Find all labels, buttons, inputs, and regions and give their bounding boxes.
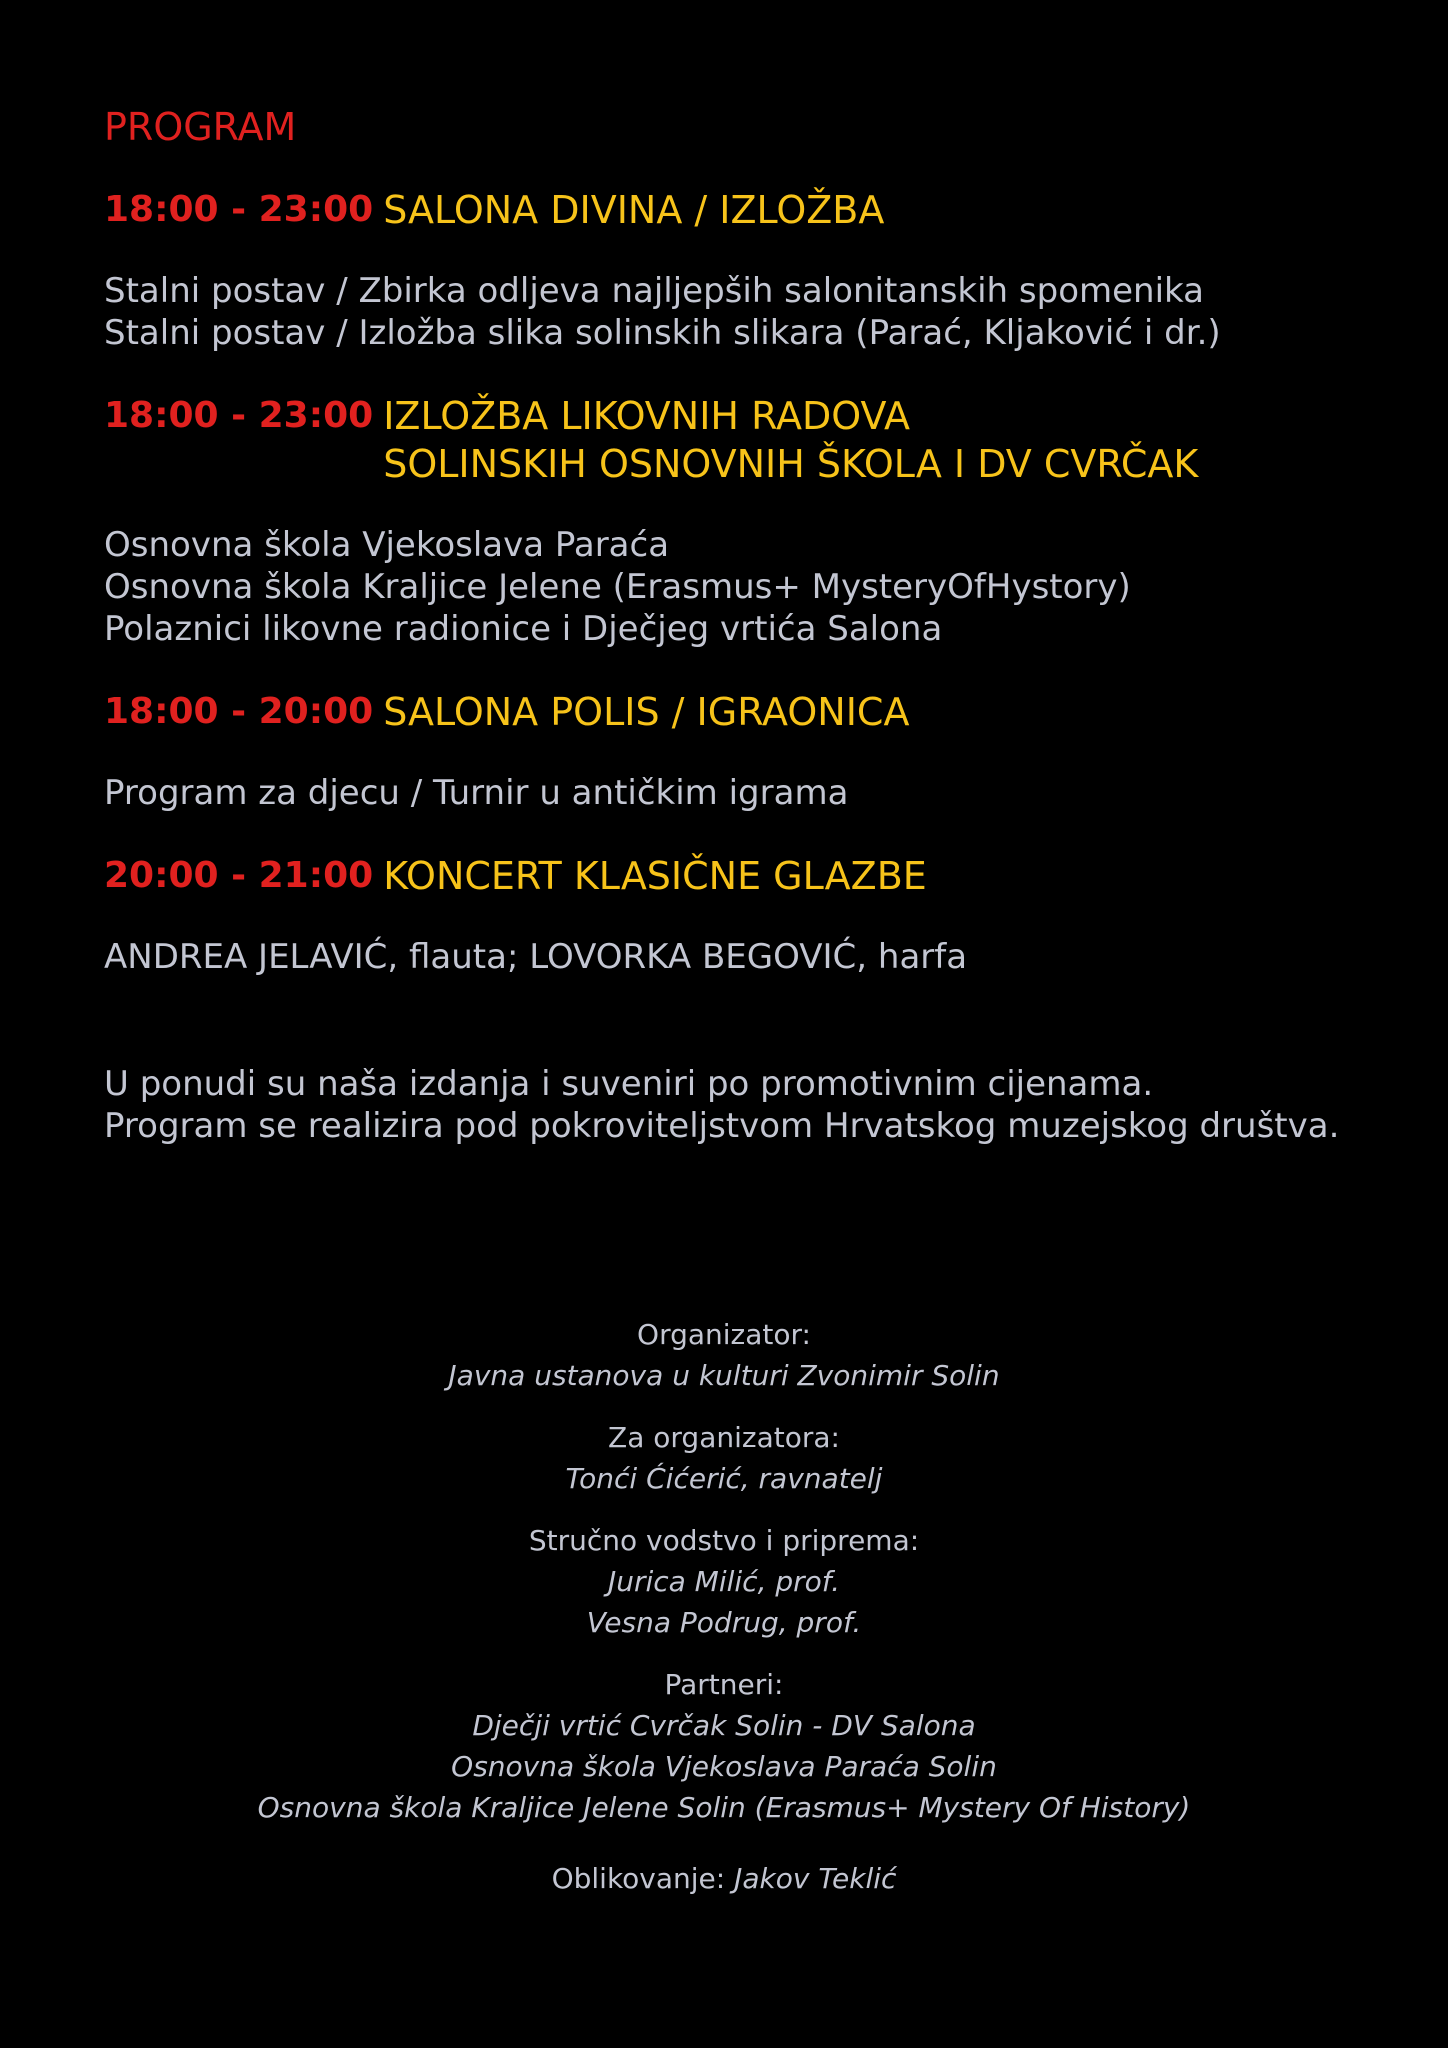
- schedule-item-header: [104, 688, 1364, 736]
- note-line: Program se realizira pod pokroviteljstvom Hrvatskog muzejskog društva.: [104, 1106, 1340, 1146]
- schedule-detail-line: ANDREA JELAVIĆ, flauta; LOVORKA BEGOVIĆ, harfa: [104, 937, 968, 977]
- schedule-item-salona-polis: [104, 688, 1364, 814]
- schedule-item-header: [104, 392, 1364, 488]
- design-credit-name: Jakov Teklić: [734, 1862, 897, 1895]
- credit-name: Dječji vrtić Cvrčak Solin - DV Salona: [472, 1709, 976, 1742]
- schedule-item-izlozba-likovnih-radova: [104, 392, 1364, 650]
- schedule-time: 18:00 - 23:00: [104, 189, 374, 230]
- schedule-title: [383, 186, 884, 234]
- schedule-title-line: IZLOŽBA LIKOVNIH RADOVA: [383, 394, 911, 438]
- schedule-detail-line: Osnovna škola Vjekoslava Paraća: [104, 525, 670, 565]
- schedule-item-salona-divina: [104, 186, 1364, 354]
- credit-design: [0, 1858, 1448, 1899]
- credit-label: Organizator:: [637, 1318, 811, 1351]
- schedule-details: [104, 936, 1364, 978]
- schedule-time: 18:00 - 20:00: [104, 691, 374, 732]
- footer-notes: [104, 1063, 1339, 1147]
- credit-label: Za organizatora:: [608, 1421, 840, 1454]
- schedule-detail-line: Program za djecu / Turnir u antičkim igrama: [104, 773, 849, 813]
- credit-name: Jurica Milić, prof.: [607, 1565, 841, 1598]
- schedule-time: 18:00 - 23:00: [104, 395, 374, 436]
- schedule-title: [383, 392, 1198, 488]
- schedule-details: [104, 524, 1364, 650]
- schedule-title: [383, 852, 927, 900]
- schedule-title-line: SALONA POLIS / IGRAONICA: [383, 690, 910, 734]
- credit-name: Osnovna škola Vjekoslava Paraća Solin: [451, 1750, 997, 1783]
- credit-name: Tonći Ćićerić, ravnatelj: [565, 1462, 883, 1495]
- design-credit-label: Oblikovanje:: [551, 1862, 726, 1895]
- schedule-title-line: SALONA DIVINA / IZLOŽBA: [383, 188, 885, 232]
- credit-name: Osnovna škola Kraljice Jelene Solin (Erasmus+ Mystery Of History): [257, 1791, 1191, 1824]
- schedule-details: [104, 772, 1364, 814]
- schedule-detail-line: Stalni postav / Zbirka odljeva najljepših salonitanskih spomenika: [104, 271, 1204, 311]
- credit-name: Vesna Podrug, prof.: [586, 1606, 862, 1639]
- credit-label: Stručno vodstvo i priprema:: [528, 1524, 920, 1557]
- credit-label: Partneri:: [664, 1668, 784, 1701]
- schedule-item-koncert: [104, 852, 1364, 978]
- schedule-title-line: KONCERT KLASIČNE GLAZBE: [383, 854, 927, 898]
- credit-for-organizer: [0, 1417, 1448, 1499]
- schedule-item-header: [104, 186, 1364, 234]
- credit-expert-guidance: [0, 1520, 1448, 1643]
- schedule-time: 20:00 - 21:00: [104, 855, 374, 896]
- credits: [0, 1314, 1448, 1899]
- program-heading: PROGRAM: [104, 105, 297, 149]
- credit-name: Javna ustanova u kulturi Zvonimir Solin: [448, 1359, 1000, 1392]
- credit-partners: [0, 1664, 1448, 1828]
- schedule-detail-line: Osnovna škola Kraljice Jelene (Erasmus+ MysteryOfHystory): [104, 567, 1131, 607]
- schedule-title: [383, 688, 909, 736]
- note-line: U ponudi su naša izdanja i suveniri po promotivnim cijenama.: [104, 1064, 1154, 1104]
- schedule-details: [104, 270, 1364, 354]
- schedule-detail-line: Stalni postav / Izložba slika solinskih slikara (Parać, Kljaković i dr.): [104, 313, 1221, 353]
- schedule-title-line: SOLINSKIH OSNOVNIH ŠKOLA I DV CVRČAK: [383, 442, 1199, 486]
- schedule-detail-line: Polaznici likovne radionice i Dječjeg vrtića Salona: [104, 609, 943, 649]
- schedule-item-header: [104, 852, 1364, 900]
- credit-organizer: [0, 1314, 1448, 1396]
